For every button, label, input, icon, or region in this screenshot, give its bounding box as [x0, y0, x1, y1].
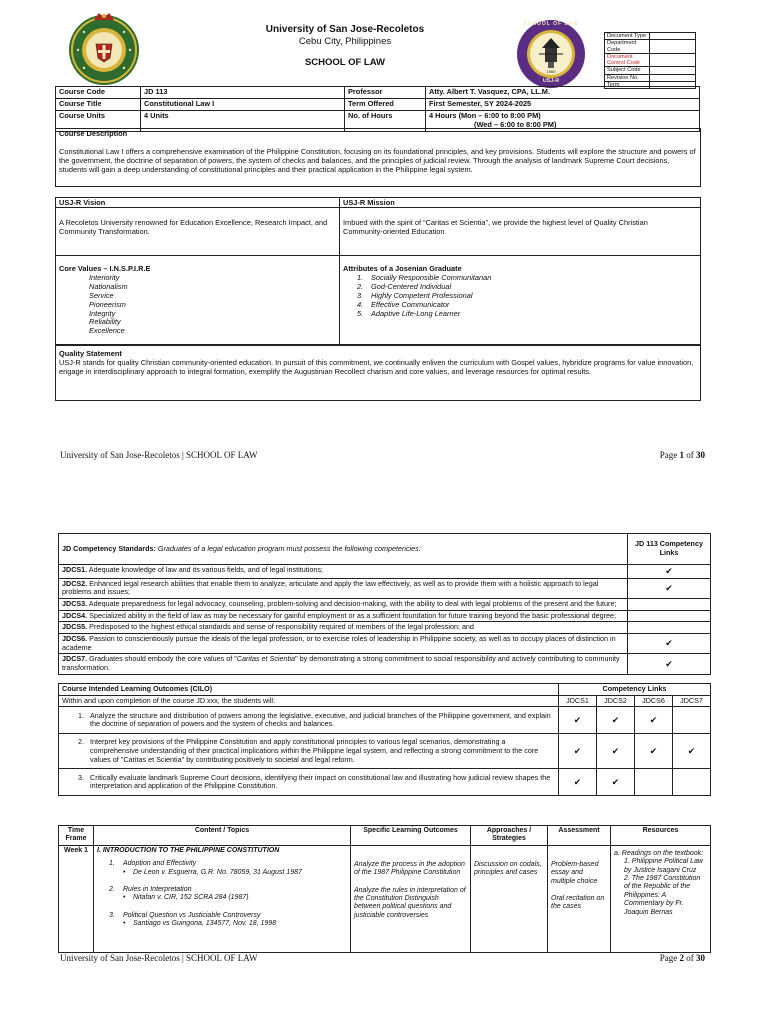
cilo-check-icon: ✔	[597, 707, 635, 734]
course-description-heading: Course Description	[59, 129, 128, 138]
topic-item	[97, 886, 347, 903]
mission-heading: USJ-R Mission	[343, 198, 395, 207]
topic-number: 2.	[109, 885, 115, 893]
cilo-check-icon: ✔	[559, 707, 597, 734]
cilo-outcome-cell	[59, 707, 559, 734]
header-approaches: Approaches / Strategies	[471, 826, 548, 846]
attribute-number: 1.	[357, 273, 364, 282]
competency-links-header: JD 113 Competency Links	[628, 534, 711, 565]
attribute-text: Adaptive Life-Long Learner	[371, 308, 461, 318]
header-resources: Resources	[611, 826, 711, 846]
cilo-outcome-cell	[59, 769, 559, 796]
core-value-item: Reliability	[89, 317, 121, 327]
topic-title: Rules in Interpretation	[123, 885, 192, 893]
cilo-check-icon: ✔	[559, 769, 597, 796]
attribute-number: 2.	[357, 281, 364, 291]
header-time-frame: Time Frame	[59, 826, 94, 846]
cilo-column-header: JDCS2	[597, 695, 635, 707]
cilo-outcome	[62, 738, 555, 764]
attribute-text: Socially Responsible Communitarian	[371, 273, 492, 282]
week-cell: Week 1	[59, 845, 94, 952]
assessment-2: Oral recitation on the cases	[551, 894, 605, 911]
schedule-table	[58, 825, 711, 953]
topic-title-row	[109, 886, 347, 894]
topic-title: Adoption and Effectivity	[123, 860, 197, 868]
university-name: University of San Jose-Recoletos	[265, 24, 425, 35]
term-label: Term Offered	[345, 98, 426, 110]
course-units-value: 4 Units	[141, 110, 345, 131]
competency-heading: JD Competency Standards:	[62, 543, 156, 553]
attribute-text: Effective Communicator	[371, 299, 450, 309]
cilo-check-icon	[673, 769, 711, 796]
page-2-page-prefix: Page	[659, 953, 680, 963]
competency-check-icon: ✔	[628, 578, 711, 598]
cilo-outcome-row	[59, 734, 711, 769]
vision-heading: USJ-R Vision	[59, 198, 106, 207]
course-description-box	[55, 128, 701, 187]
competency-code: JDCS6.	[62, 634, 88, 643]
core-value-item: Interiority	[89, 273, 120, 282]
assessment-1: Problem-based essay and multiple choice	[551, 860, 599, 885]
competency-check-icon	[628, 599, 711, 611]
page-1-footer-page	[620, 450, 705, 461]
bullet-icon: •	[123, 868, 126, 876]
professor-label: Professor	[345, 87, 426, 99]
vision-text: A Recoletos University renowned for Education Excellence, Research Impact, and Community Transformation.	[59, 218, 328, 236]
bullet-icon: •	[123, 920, 126, 928]
header-content-topics: Content / Topics	[94, 826, 351, 846]
cilo-check-icon: ✔	[559, 734, 597, 769]
competency-check-icon	[628, 622, 711, 634]
approaches-cell	[471, 845, 548, 952]
competency-check-icon: ✔	[628, 565, 711, 579]
attribute-text: Highly Competent Professional	[371, 290, 473, 300]
competency-check-icon	[628, 610, 711, 622]
quality-statement-box	[55, 345, 701, 401]
competency-text: Adequate preparedness for legal advocacy, counseling, problem-solving and decision-making, with the ability to deal with legal problems of the present and the future;	[88, 599, 617, 609]
resources-cell	[611, 845, 711, 952]
topic-number: 3.	[109, 911, 115, 919]
course-units-label: Course Units	[56, 110, 141, 131]
approaches-text: Discussion on codals, principles and cases	[474, 860, 542, 877]
page-2-page-mid: of	[684, 953, 696, 963]
doc-control-label: Revision No.	[605, 74, 650, 81]
topic-case	[109, 894, 347, 902]
competency-heading-cell	[59, 534, 628, 565]
header-slo: Specific Learning Outcomes	[351, 826, 471, 846]
doc-control-row	[605, 74, 696, 81]
topic-item	[97, 860, 347, 877]
course-description-text: Constitutional Law I offers a comprehensive examination of the Philippine Constitution, focusing on its foundational principles, and key provisions. Students will explore the structure and powers of the government, the doctrine of separation of powers, the system of checks and balances, and the principles of judicial review. Through the analysis of landmark Supreme Court decisions, students will gain a deep understanding of constitutional principles and their practical application in the Philippine legal system.	[59, 146, 696, 174]
doc-control-label: Document Type	[605, 33, 650, 40]
competency-code: JDCS3.	[62, 599, 88, 609]
competency-row	[59, 634, 711, 654]
competency-text: Specialized ability in the field of law as may be necessary for gainful employment or as a sufficient foundation for future training beyond the basic professional degree;	[89, 610, 617, 620]
doc-control-value	[650, 74, 696, 81]
assessment-cell	[548, 845, 611, 952]
vision-mission-box	[55, 197, 701, 345]
topic-case-text: Santiago vs Guingona, 134577, Nov. 18, 1998	[133, 920, 277, 928]
cilo-check-icon	[673, 707, 711, 734]
core-values-list	[89, 274, 128, 336]
doc-control-label: Term	[605, 82, 650, 89]
doc-control-label: Subject Code	[605, 67, 650, 74]
competency-text-italic: Caritas et Scientia	[236, 654, 296, 664]
topic-case-text: De Leon v. Esguerra, G.R. No. 78059, 31 August 1987	[133, 868, 302, 876]
cilo-outcome-number: 1.	[78, 710, 84, 720]
page-2-page-total: 30	[696, 953, 705, 963]
cilo-outcome-number: 2.	[78, 737, 84, 747]
competency-row	[59, 654, 711, 674]
cilo-outcome	[62, 712, 555, 729]
competency-text: Passion to conscientiously pursue the ideals of the legal profession, or to exercise roles of leadership in Philippine society, as well as to occupy places of distinction in academe	[62, 634, 616, 652]
competency-row	[59, 622, 711, 634]
competency-text-after: " by demonstrating a strong commitment to social responsibility and actively contributing to community transformation.	[62, 654, 620, 672]
competency-standards-table	[58, 533, 711, 675]
competency-text: Adequate knowledge of law and its various fields, and of legal institutions;	[88, 565, 323, 574]
cilo-column-header: JDCS7	[673, 695, 711, 707]
competency-text-cell	[59, 578, 628, 598]
competency-row	[59, 578, 711, 598]
cilo-outcome-text: Critically evaluate landmark Supreme Court decisions, identifying their impact on constitutional law and illustrating how judicial review shapes the interpretation and application of the Philippine Constitution.	[90, 772, 551, 791]
competency-text: Enhanced legal research abilities that enable them to analyze, articulate and apply the law effectively, as well as to provide them with a holistic approach to legal problems and issues;	[62, 578, 599, 597]
bullet-icon: •	[123, 894, 126, 902]
cilo-check-icon: ✔	[673, 734, 711, 769]
cilo-outcome-cell	[59, 734, 559, 769]
page-1-footer-left: University of San Jose-Recoletos | SCHOOL OF LAW	[60, 450, 258, 460]
topic-case	[109, 920, 347, 928]
competency-code: JDCS5.	[62, 622, 88, 632]
professor-value: Atty. Albert T. Vasquez, CPA, LL.M.	[426, 87, 700, 99]
topic-case-text: Nitafan v. CIR, 152 SCRA 284 (1987)	[133, 894, 249, 902]
school-of-law-seal-logo	[515, 18, 587, 90]
cilo-outcome-number: 3.	[78, 772, 84, 782]
mission-text: Imbued with the spirit of “Caritas et Scientia”, we provide the highest level of Quality Christian Community-oriented Education.	[343, 218, 648, 236]
document-control-table	[604, 32, 696, 89]
content-cell	[94, 845, 351, 952]
topic-case	[109, 869, 347, 877]
competency-text-cell	[59, 599, 628, 611]
competency-text-cell	[59, 634, 628, 654]
resource-item: 1. Philippine Political Law by Justice Isagani Cruz	[624, 858, 703, 874]
cilo-column-header: JDCS1	[559, 695, 597, 707]
doc-control-row	[605, 40, 696, 54]
competency-check-icon: ✔	[628, 634, 711, 654]
cilo-outcome-text: Interpret key provisions of the Philippine Constitution and apply constitutional principles to various legal scenarios, demonstrating a comprehensive understanding of their practical implications within the Philippine legal system, and reflecting a strong commitment to the core values of "Caritas et Scientia" by contributing positively to societal and legal reform.	[90, 737, 539, 764]
cilo-table	[58, 683, 711, 796]
page-2-footer-page	[620, 953, 705, 964]
topic-title-row	[109, 912, 347, 920]
competency-row	[59, 610, 711, 622]
competency-text-cell	[59, 610, 628, 622]
doc-control-value	[650, 33, 696, 40]
course-title-label: Course Title	[56, 98, 141, 110]
course-info-table	[55, 86, 700, 132]
competency-text-cell	[59, 654, 628, 674]
school-name: SCHOOL OF LAW	[304, 57, 386, 69]
competency-text-cell	[59, 622, 628, 634]
doc-control-row	[605, 53, 696, 67]
slo-1: Analyze the process in the adoption of the 1987 Philippine Constitution	[354, 860, 465, 877]
competency-check-icon: ✔	[628, 654, 711, 674]
attribute-number: 4.	[357, 299, 364, 309]
term-value: First Semester, SY 2024-2025	[426, 98, 700, 110]
course-code-label: Course Code	[56, 87, 141, 99]
attribute-number: 5.	[357, 308, 364, 318]
core-values-heading: Core Values – I.N.S.P.I.R.E	[59, 264, 151, 273]
competency-row	[59, 599, 711, 611]
hours-line-2: (Wed – 6:00 to 8:00 PM)	[474, 119, 557, 129]
header-block	[230, 24, 460, 69]
attribute-item	[357, 310, 491, 319]
cilo-outcome	[62, 774, 555, 791]
slo-2: Analyze the rules in interpretation of the Constitution Distinguish between political questions and justiciable controversies	[354, 886, 466, 919]
cilo-outcome-row	[59, 769, 711, 796]
competency-code: JDCS7.	[62, 654, 88, 664]
attributes-list	[357, 274, 491, 318]
header-assessment: Assessment	[548, 826, 611, 846]
cilo-check-icon: ✔	[635, 734, 673, 769]
course-code-value: JD 113	[141, 87, 345, 99]
competency-row	[59, 565, 711, 579]
competency-text-cell	[59, 565, 628, 579]
competency-heading-desc: Graduates of a legal education program must possess the following competencies:	[157, 543, 421, 553]
cilo-outcome-text: Analyze the structure and distribution of powers among the legislative, executive, and judicial branches of the Philippine government, and explain the doctrine of separation of powers and the system of checks and balances.	[90, 710, 551, 729]
core-value-item: Excellence	[89, 326, 125, 336]
cilo-check-icon: ✔	[635, 707, 673, 734]
doc-control-label: Document Control Code	[605, 53, 650, 67]
unit-title: I. INTRODUCTION TO THE PHILIPPINE CONSTITUTION	[97, 846, 280, 854]
slo-cell	[351, 845, 471, 952]
page-1-page-total: 30	[696, 450, 705, 460]
attribute-number: 3.	[357, 290, 364, 300]
doc-control-label: Department Code	[605, 40, 650, 54]
usjr-seal-icon	[66, 10, 142, 86]
law-seal-text: SCHOOL OF LAW	[523, 21, 579, 27]
cilo-intro: Within and upon completion of the course JD xxx, the students will:	[59, 695, 559, 707]
competency-code: JDCS1.	[62, 565, 88, 574]
page-2-page-number: 2	[679, 953, 684, 963]
topic-item	[97, 912, 347, 929]
competency-code: JDCS2.	[62, 578, 88, 588]
law-seal-year: 1960	[546, 69, 556, 74]
resource-item: 2. The 1987 Constitution of the Republic of the Philippines: A Commentary by Fr. Joaquin Bernas	[624, 874, 701, 916]
core-value-item: Pioneerism	[89, 299, 126, 309]
core-value-item: Integrity	[89, 308, 116, 318]
core-value-item: Service	[89, 290, 114, 300]
topics-list	[97, 860, 347, 928]
usjr-seal-logo	[66, 10, 142, 86]
cilo-outcome-row	[59, 707, 711, 734]
cilo-column-header: JDCS6	[635, 695, 673, 707]
doc-control-value	[650, 40, 696, 54]
quality-text: USJ-R stands for quality Christian community-oriented education. In pursuit of this commitment, we continually enliven the curriculum with Gospel values, hybridize programs for value innovation, engage in interdisciplinary approach to integral formation, exemplify the Augustinian Recollect charism and core values, and leverage resources for optimal results.	[59, 357, 694, 376]
hours-label: No. of Hours	[345, 110, 426, 131]
doc-control-value	[650, 67, 696, 74]
competency-text-before: Graduates should embody the core values of "	[89, 654, 237, 664]
resources-list	[614, 858, 707, 917]
course-title-value: Constitutional Law I	[141, 98, 345, 110]
attribute-text: God-Centered Individual	[371, 281, 452, 291]
doc-control-value	[650, 53, 696, 67]
hours-line-1: 4 Hours (Mon – 6:00 to 8:00 PM)	[429, 110, 541, 120]
university-city: Cebu City, Philippines	[298, 36, 392, 47]
page-1-page-number: 1	[679, 450, 684, 460]
competency-text: Predisposed to the highest ethical standards and sense of responsibility required of members of the legal profession; and	[89, 622, 474, 632]
cilo-check-icon	[635, 769, 673, 796]
cilo-check-icon: ✔	[597, 734, 635, 769]
quality-heading: Quality Statement	[59, 349, 122, 358]
cilo-heading: Course Intended Learning Outcomes (CILO)	[59, 684, 559, 696]
page-1-page-mid: of	[684, 450, 696, 460]
doc-control-row	[605, 67, 696, 74]
cilo-links-heading: Competency Links	[559, 684, 711, 696]
core-value-item: Nationalism	[89, 281, 128, 291]
topic-title: Political Question vs Justiciable Controversy	[123, 911, 261, 919]
law-seal-bottom-text: USJ-R	[542, 78, 560, 84]
attributes-heading: Attributes of a Josenian Graduate	[343, 264, 462, 273]
cilo-check-icon: ✔	[597, 769, 635, 796]
doc-control-row	[605, 33, 696, 40]
page-2-footer-left: University of San Jose-Recoletos | SCHOOL OF LAW	[60, 953, 258, 963]
competency-code: JDCS4.	[62, 610, 88, 620]
resources-intro: a. Readings on the textbook:	[614, 849, 704, 857]
topic-title-row	[109, 860, 347, 868]
page-1-page-prefix: Page	[659, 450, 680, 460]
topic-number: 1.	[109, 860, 115, 868]
